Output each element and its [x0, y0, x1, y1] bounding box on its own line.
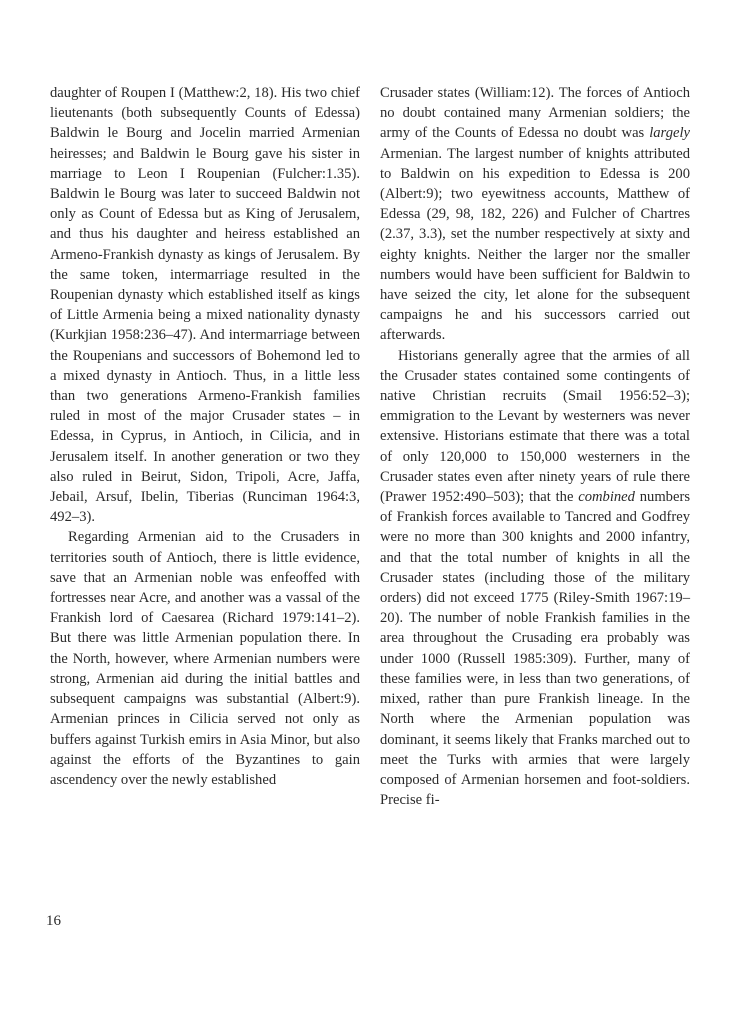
right-paragraph-2-text-a: Historians generally agree that the armies of all the Crusader states contained some contingents of native Christian recruits (Smail 1956:52–3); emmigration to the Levant by westerners was never extensive. Historians estimate that there was a total of only 120,000 to 150,000 westerners in the Crusader states even after ninety years of rule there (Prawer 1952:490–503); that the [380, 347, 690, 506]
right-paragraph-2 [380, 346, 690, 811]
left-column [50, 83, 360, 790]
right-paragraph-1-emphasis: largely [649, 125, 690, 142]
right-paragraph-2-text-b: numbers of Frankish forces available to Tancred and Godfrey were no more than 300 knights and 2000 infantry, and that the total number of knights in all the Crusader states (including those of the military orders) did not exceed 1775 (Riley-Smith 1967:19–20). The number of noble Frankish families in the area throughout the Crusading era probably was under 1000 (Russell 1985:309). Further, many of these families were, in less than two generations, of mixed, rather than pure Frankish lineage. In the North where the Armenian population was dominant, it seems likely that Franks marched out to meet the Turks with armies that were largely composed of Armenian horsemen and foot-soldiers. Precise fi- [380, 489, 690, 809]
right-column [380, 83, 690, 810]
right-paragraph-1 [380, 83, 690, 346]
right-paragraph-1-text-b: Armenian. The largest number of knights attributed to Baldwin on his expedition to Edessa is 200 (Albert:9); two eyewitness accounts, Matthew of Edessa (29, 98, 182, 226) and Fulcher of Chartres (2.37, 3.3), set the number respectively at sixty and eighty knights. Neither the larger nor the smaller numbers would have been sufficient for Baldwin to have seized the city, let alone for the subsequent campaigns he and his successors carried out afterwards. [380, 145, 690, 344]
right-paragraph-2-emphasis: combined [578, 489, 635, 506]
right-paragraph-1-text-a: Crusader states (William:12). The forces of Antioch no doubt contained many Armenian soldiers; the army of the Counts of Edessa no doubt was [380, 85, 690, 142]
page-number: 16 [46, 913, 61, 929]
left-paragraph-1: daughter of Roupen I (Matthew:2, 18). His two chief lieutenants (both subsequently Counts of Edessa) Baldwin le Bourg and Jocelin married Armenian heiresses; and Baldwin le Bourg gave his sister in marriage to Leon I Roupenian (Fulcher:1.35). Baldwin le Bourg was later to succeed Baldwin not only as Count of Edessa but as King of Jerusalem, and thus his daughter and heiress established an Armeno-Frankish dynasty as kings of Jerusalem. By the same token, intermarriage resulted in the Roupenian dynasty which established itself as kings of Little Armenia being a mixed nationality dynasty (Kurkjian 1958:236–47). And intermarriage between the Roupenians and successors of Bohemond led to a mixed dynasty in Antioch. Thus, in a little less than two generations Armeno-Frankish families ruled in most of the major Crusader states – in Edessa, in Cyprus, in Antioch, in Cilicia, and in Jerusalem itself. In another generation or two they also ruled in Beirut, Sidon, Tripoli, Acre, Jaffa, Jebail, Arsuf, Ibelin, Tiberias (Runciman 1964:3, 492–3). [50, 85, 360, 526]
left-paragraph-2: Regarding Armenian aid to the Crusaders in territories south of Antioch, there is little evidence, save that an Armenian noble was enfeoffed with fortresses near Acre, and another was a vassal of the Frankish lord of Caesarea (Richard 1979:141–2). But there was little Armenian population there. In the North, however, where Armenian numbers were strong, Armenian aid during the initial battles and subsequent campaigns was substantial (Albert:9). Armenian princes in Cilicia served not only as buffers against Turkish emirs in Asia Minor, but also against the efforts of the Byzantines to gain ascendency over the newly established [50, 529, 360, 788]
